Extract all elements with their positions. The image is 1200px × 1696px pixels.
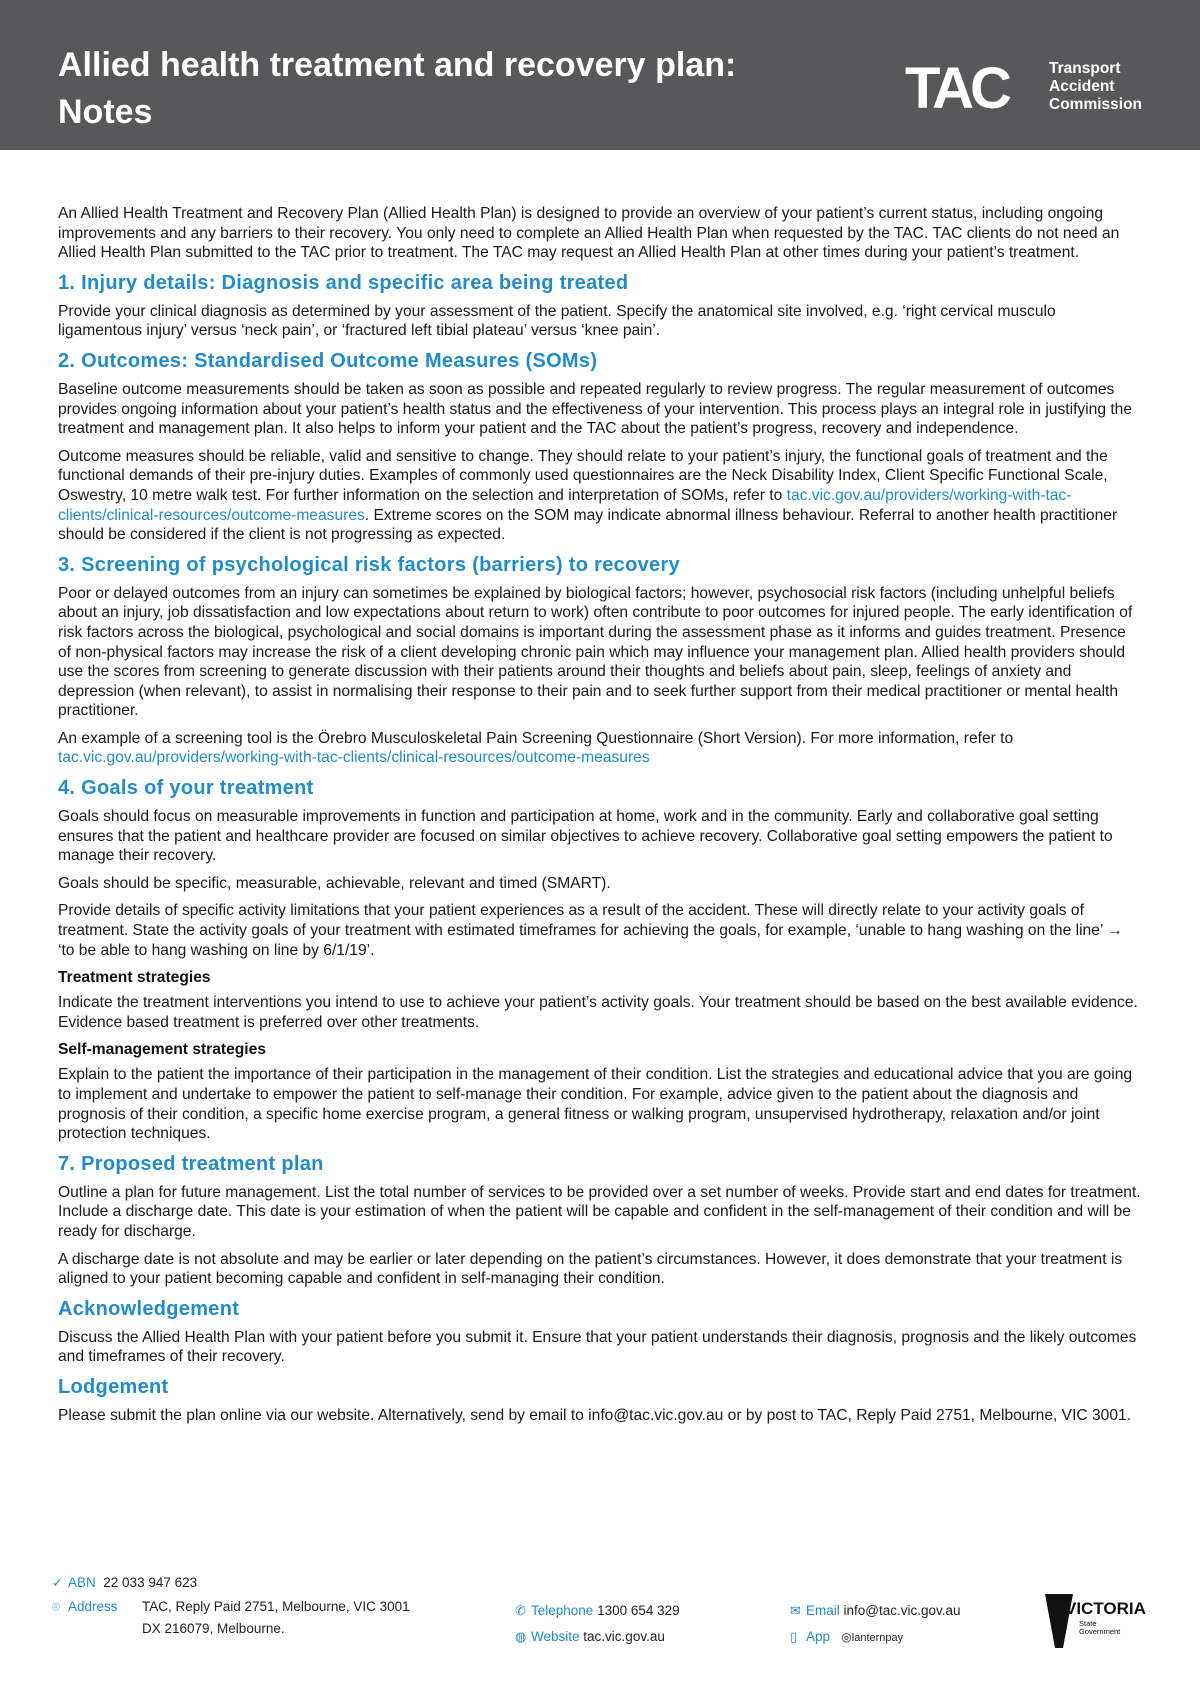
section-outcomes-heading: 2. Outcomes: Standardised Outcome Measures (SOMs) <box>58 349 598 372</box>
victoria-sub-text-2: Government <box>1079 1627 1121 1636</box>
section-injury-details-paragraph: Provide your clinical diagnosis as determined by your assessment of the patient. Specify the anatomical site involved, e.g. ‘right cervical musculo ligamentous injury’ versus ‘neck pain’, or ‘fractured left tibial plateau’ versus ‘knee pain’. <box>58 302 1056 340</box>
address-line-1: TAC, Reply Paid 2751, Melbourne, VIC 3001 <box>142 1599 410 1614</box>
check-icon: ✓ <box>52 1575 63 1590</box>
victoria-sub-text-1: State <box>1079 1619 1097 1628</box>
globe-icon: ◍ <box>515 1629 527 1644</box>
self-management-subheading: Self-management strategies <box>58 1041 266 1059</box>
text-run: Outcome measures should be reliable, valid and sensitive to change. They should relate to your patient’s injury, the functional goals of treatment and the functional demands of their pre-injury duties. Examples of commonly used questionnaires are the Neck Disability Index, Client Specific Functional Scale, Oswestry, 10 metre walk test. For further information on the selection and interpretation of SOMs, refer to <box>58 447 1108 504</box>
website-value[interactable]: tac.vic.gov.au <box>583 1629 665 1644</box>
page-content <box>58 204 1143 1434</box>
abn-value: 22 033 947 623 <box>103 1575 198 1590</box>
section-screening-heading: 3. Screening of psychological risk factors (barriers) to recovery <box>58 553 680 576</box>
footer-website <box>515 1628 665 1646</box>
abn-label: ABN <box>68 1575 96 1590</box>
section-goals-paragraph-2: Goals should be specific, measurable, achievable, relevant and timed (SMART). <box>58 874 611 892</box>
website-label: Website <box>531 1629 580 1644</box>
page-title-line1: Allied health treatment and recovery plan: <box>58 46 737 84</box>
section-goals-paragraph-1: Goals should focus on measurable improvements in function and participation at home, work and in the community. Early and collaborative goal setting ensures that the patient and healthcare provider are focused on similar objectives to achieve recovery. Collaborative goal setting empowers the patient to manage their recovery. <box>58 808 1113 865</box>
outcome-measures-link[interactable]: tac.vic.gov.au/providers/working-with-tac-clients/clinical-resources/outcome-measures <box>58 486 1072 524</box>
phone-icon: ✆ <box>515 1603 526 1618</box>
email-label: Email <box>806 1603 840 1618</box>
section-treatment-plan-heading: 7. Proposed treatment plan <box>58 1152 324 1175</box>
page-title <box>58 42 818 136</box>
text-run: . Extreme scores on the SOM may indicate abnormal illness behaviour. Referral to another health practitioner should be considered if the client is not progressing as expected. <box>58 506 1118 544</box>
section-treatment-plan-paragraph-1: Outline a plan for future management. List the total number of services to be provided over a set number of weeks. Provide start and end dates for treatment. Include a discharge date. This date is your estimation of when the patient will be capable and confident in the self-management of their condition and will be ready for discharge. <box>58 1183 1141 1240</box>
app-label: App <box>806 1629 831 1644</box>
footer-address <box>52 1598 118 1616</box>
lanternpay-icon: ◎ <box>841 1630 852 1644</box>
section-screening-paragraph-2 <box>58 729 1143 768</box>
section-outcomes-paragraph-2 <box>58 447 1143 545</box>
organisation-name-line3: Commission <box>1049 96 1143 113</box>
email-value[interactable]: info@tac.vic.gov.au <box>843 1603 961 1618</box>
section-treatment-plan-paragraph-2: A discharge date is not absolute and may be earlier or later depending on the patient’s circumstances. However, it does demonstrate that your treatment is aligned to your patient becoming capable and confident in self-managing their condition. <box>58 1250 1123 1288</box>
telephone-value[interactable]: 1300 654 329 <box>597 1603 680 1618</box>
footer-abn <box>52 1574 197 1592</box>
address-label: Address <box>68 1599 118 1614</box>
section-goals-heading: 4. Goals of your treatment <box>58 777 314 800</box>
footer-telephone <box>515 1602 680 1620</box>
section-acknowledgement-paragraph: Discuss the Allied Health Plan with your patient before you submit it. Ensure that your patient understands their diagnosis, prognosis and the likely outcomes and timeframes of their recovery. <box>58 1328 1137 1366</box>
footer-email <box>790 1602 961 1620</box>
intro-paragraph: An Allied Health Treatment and Recovery Plan (Allied Health Plan) is designed to provide an overview of your patient’s current status, including ongoing improvements and any barriers to their recovery. You only need to complete an Allied Health Plan when requested by the TAC. TAC clients do not need an Allied Health Plan submitted to the TAC prior to treatment. The TAC may request an Allied Health Plan at other times during your patient’s treatment. <box>58 205 1120 262</box>
victoria-state-government-logo <box>1043 1590 1153 1650</box>
section-acknowledgement-heading: Acknowledgement <box>58 1297 240 1320</box>
page-footer <box>0 1570 1200 1696</box>
location-pin-icon: ⌾ <box>52 1599 60 1614</box>
page-header <box>0 0 1200 150</box>
section-injury-details-heading: 1. Injury details: Diagnosis and specific area being treated <box>58 271 629 294</box>
treatment-strategies-paragraph: Indicate the treatment interventions you intend to use to achieve your patient’s activity goals. Your treatment should be based on the best available evidence. Evidence based treatment is preferred over other treatments. <box>58 994 1138 1031</box>
address-line-2: DX 216079, Melbourne. <box>142 1621 285 1636</box>
tac-logo-text: TAC <box>905 62 1008 114</box>
section-screening-paragraph-1: Poor or delayed outcomes from an injury can sometimes be explained by biological factors; however, psychosocial risk factors (including unhelpful beliefs about an injury, job dissatisfaction and low expectations about return to work) often contribute to poor outcomes for injured people. The early identification of risk factors across the biological, psychological and social domains is important during the assessment phase as it informs and guides treatment. Presence of non-physical factors may increase the risk of a client developing chronic pain which may influence your management plan. Allied health providers should use the scores from screening to generate discussion with their patients around their thoughts and beliefs about pain, sleep, feelings of anxiety and depression (when relevant), to assist in normalising their response to their pain and to seek further support from their medical practitioner or mental health practitioner. <box>58 584 1133 720</box>
screening-resources-link[interactable]: tac.vic.gov.au/providers/working-with-tac-clients/clinical-resources/outcome-measures <box>58 749 650 767</box>
page-title-line2: Notes <box>58 93 153 131</box>
mobile-phone-icon: ▯ <box>790 1629 798 1644</box>
tac-logo <box>905 62 1035 114</box>
text-run: An example of a screening tool is the Örebro Musculoskeletal Pain Screening Questionnaire (Short Version). For more information, refer to <box>58 729 1014 747</box>
section-lodgement-paragraph: Please submit the plan online via our website. Alternatively, send by email to info@tac.vic.gov.au or by post to TAC, Reply Paid 2751, Melbourne, VIC 3001. <box>58 1406 1132 1424</box>
section-lodgement-heading: Lodgement <box>58 1375 169 1398</box>
organisation-name-line2: Accident <box>1049 78 1115 95</box>
footer-app <box>790 1628 903 1647</box>
organisation-name-line1: Transport <box>1049 60 1121 77</box>
organisation-name <box>1049 60 1142 114</box>
self-management-paragraph: Explain to the patient the importance of their participation in the management of their condition. List the strategies and educational advice that you are going to implement and undertake to empower the patient to self-manage their condition. For example, advice given to the patient about the diagnosis and prognosis of their condition, a specific home exercise program, a general fitness or walking program, unsupervised hydrotherapy, relaxation and/or joint protection techniques. <box>58 1066 1133 1143</box>
telephone-label: Telephone <box>531 1603 594 1618</box>
victoria-text: VICTORIA <box>1065 1599 1146 1618</box>
app-value[interactable]: lanternpay <box>851 1632 904 1644</box>
section-outcomes-paragraph-1: Baseline outcome measurements should be taken as soon as possible and repeated regularly to review progress. The regular measurement of outcomes provides ongoing information about your patient’s health status and the effectiveness of your intervention. This process plays an integral role in justifying the treatment and management plan. It also helps to inform your patient and the TAC about the patient’s progress, recovery and independence. <box>58 380 1133 438</box>
email-icon: ✉ <box>790 1603 801 1618</box>
treatment-strategies-subheading: Treatment strategies <box>58 969 211 987</box>
section-goals-paragraph-3: Provide details of specific activity limitations that your patient experiences as a result of the accident. These will directly relate to your activity goals of treatment. State the activity goals of your treatment with estimated timeframes for achieving the goals, for example, ‘unable to hang washing on the line’ → ‘to be able to hang washing on line by 6/1/19’. <box>58 902 1123 959</box>
